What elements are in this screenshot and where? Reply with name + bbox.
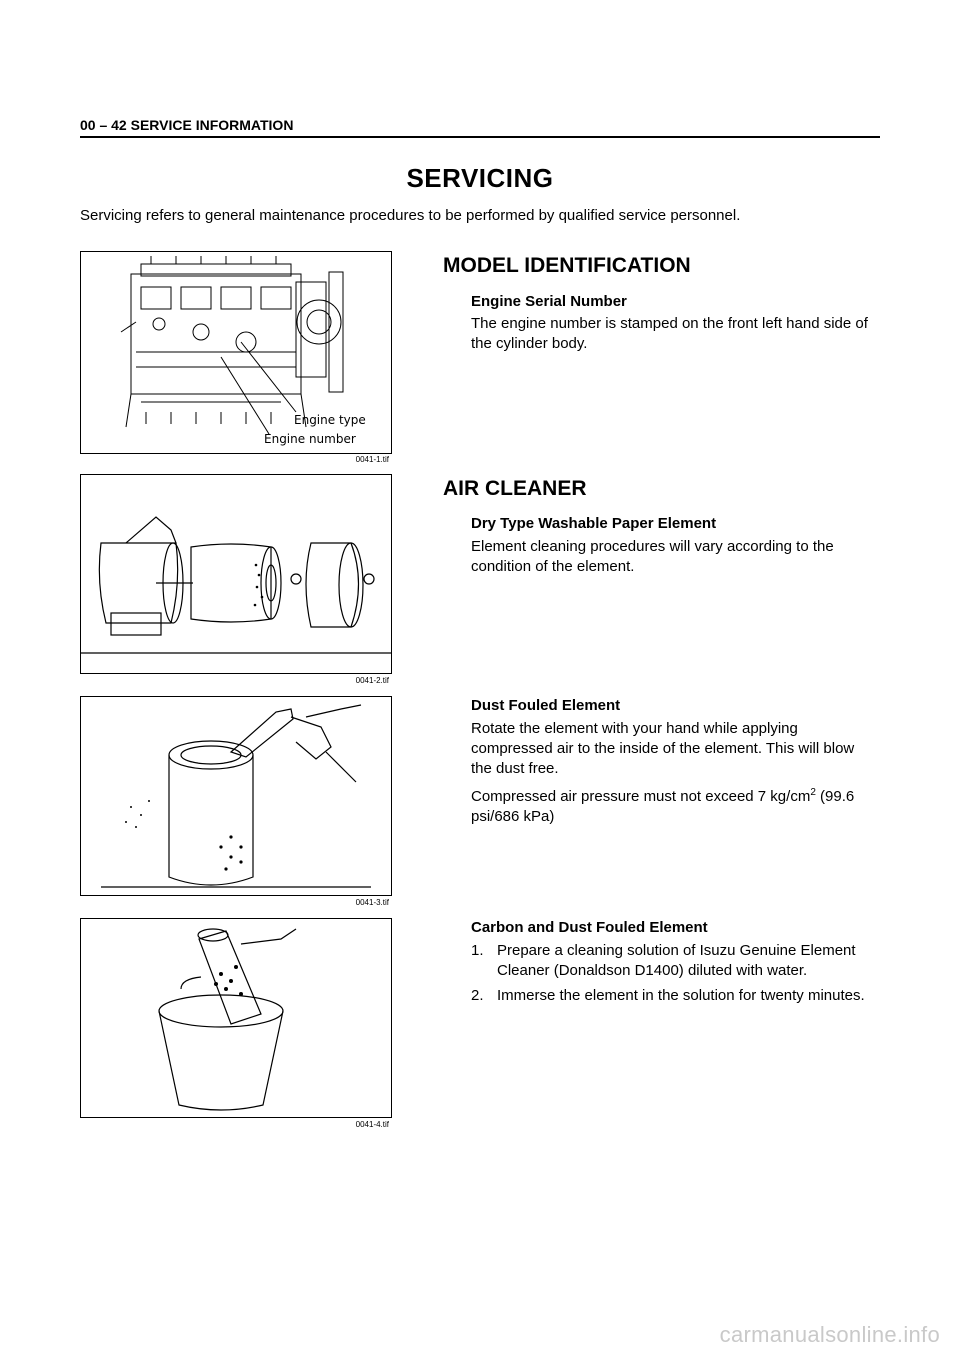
dust-fouled-paragraph: Rotate the element with your hand while applying compressed air to the inside of the element. This will blow the dust free. (471, 720, 855, 777)
dry-type-element-text (471, 537, 871, 581)
figure-caption: 0041-3.tif (355, 898, 389, 907)
cleaning-steps-list (471, 941, 871, 1006)
dust-fouled-text (471, 719, 871, 831)
intro-paragraph: Servicing refers to general maintenance procedures to be performed by qualified service personnel. (80, 207, 741, 224)
figure-caption: 0041-1.tif (355, 455, 389, 464)
air-pressure-superscript: 2 (810, 787, 816, 798)
engine-serial-number-subhead: Engine Serial Number (471, 293, 627, 310)
air-pressure-paragraph (471, 783, 871, 827)
bucket-immersion-illustration (81, 919, 391, 1117)
model-identification-heading: MODEL IDENTIFICATION (443, 254, 691, 277)
dust-fouled-subhead: Dust Fouled Element (471, 697, 621, 714)
dry-type-element-subhead: Dry Type Washable Paper Element (471, 515, 717, 532)
figure-caption: 0041-4.tif (355, 1120, 389, 1129)
figure-caption: 0041-2.tif (355, 676, 389, 685)
step-number: 2. (471, 987, 484, 1004)
list-item (471, 986, 871, 1006)
air-cleaner-heading: AIR CLEANER (443, 477, 587, 500)
step-text: Immerse the element in the solution for twenty minutes. (497, 987, 865, 1004)
figure-engine (80, 251, 392, 454)
engine-illustration (81, 252, 391, 453)
air-pressure-text: Compressed air pressure must not exceed 7 kg/cm (471, 788, 811, 805)
dry-type-element-paragraph: Element cleaning procedures will vary according to the condition of the element. (471, 538, 834, 575)
figure-air-cleaner (80, 474, 392, 674)
figure-bucket (80, 918, 392, 1118)
air-cleaner-illustration (81, 475, 391, 673)
step-text: Prepare a cleaning solution of Isuzu Genuine Element Cleaner (Donaldson D1400) diluted with water. (497, 942, 856, 979)
step-number: 1. (471, 942, 484, 959)
air-pressure-units: (99.6 psi/686 kPa) (471, 788, 855, 825)
figure-compressed-air (80, 696, 392, 896)
page-header: 00 – 42 SERVICE INFORMATION (80, 117, 880, 138)
engine-type-label: Engine type (294, 413, 366, 427)
watermark: carmanualsonline.info (719, 1322, 940, 1347)
compressed-air-illustration (81, 697, 391, 895)
engine-number-label: Engine number (264, 432, 356, 446)
carbon-dust-fouled-subhead: Carbon and Dust Fouled Element (471, 919, 708, 936)
carbon-dust-steps (471, 941, 871, 1011)
page-title: SERVICING (406, 163, 554, 193)
engine-serial-number-text (471, 314, 871, 358)
list-item (471, 941, 871, 981)
engine-serial-number-paragraph: The engine number is stamped on the front left hand side of the cylinder body. (471, 315, 868, 352)
